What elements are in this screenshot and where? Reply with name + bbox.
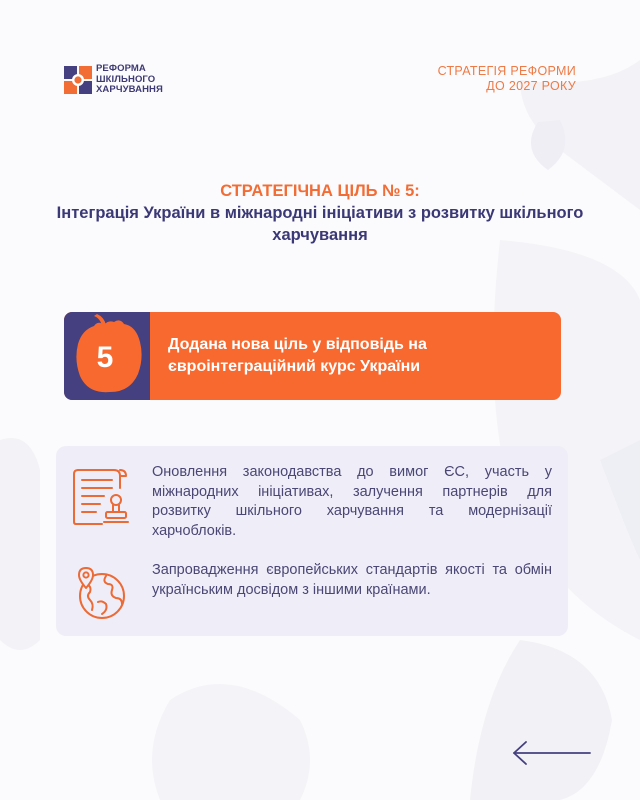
goal-badge: [64, 312, 150, 400]
strategy-header: [438, 64, 576, 94]
logo-line-1: РЕФОРМА: [96, 63, 146, 74]
page-title: [40, 180, 600, 246]
goal-number: 5: [96, 341, 114, 374]
goal-banner: [64, 312, 561, 400]
goal-subheading: Інтеграція України в міжнародні ініціативи з розвитку шкільного харчування: [56, 204, 584, 244]
info-card: [56, 446, 568, 636]
back-arrow-icon[interactable]: [512, 738, 592, 768]
logo: [64, 64, 163, 96]
goal-description: Додана нова ціль у відповідь на євроінтеграційний курс України: [168, 336, 427, 375]
logo-line-2: ШКІЛЬНОГО: [96, 73, 156, 85]
goal-heading: СТРАТЕГІЧНА ЦІЛЬ № 5:: [220, 182, 420, 200]
strategy-header-line-2: ДО 2027 РОКУ: [486, 79, 576, 93]
globe-location-icon: [72, 564, 130, 622]
info-item-legislation: Оновлення законодавства до вимог ЄС, участь у міжнародних ініціативах, залучення партнерів для розвитку шкільного харчування та модернізації харчоблоків.: [152, 464, 552, 539]
info-item-standards: Запровадження європейських стандартів якості та обмін українським досвідом з іншими країнами.: [152, 562, 552, 598]
document-stamp-icon: [72, 466, 130, 528]
logo-emblem-icon: [64, 66, 92, 94]
logo-line-3: ХАРЧУВАННЯ: [96, 84, 163, 95]
strategy-header-line-1: СТРАТЕГІЯ РЕФОРМИ: [437, 64, 576, 78]
